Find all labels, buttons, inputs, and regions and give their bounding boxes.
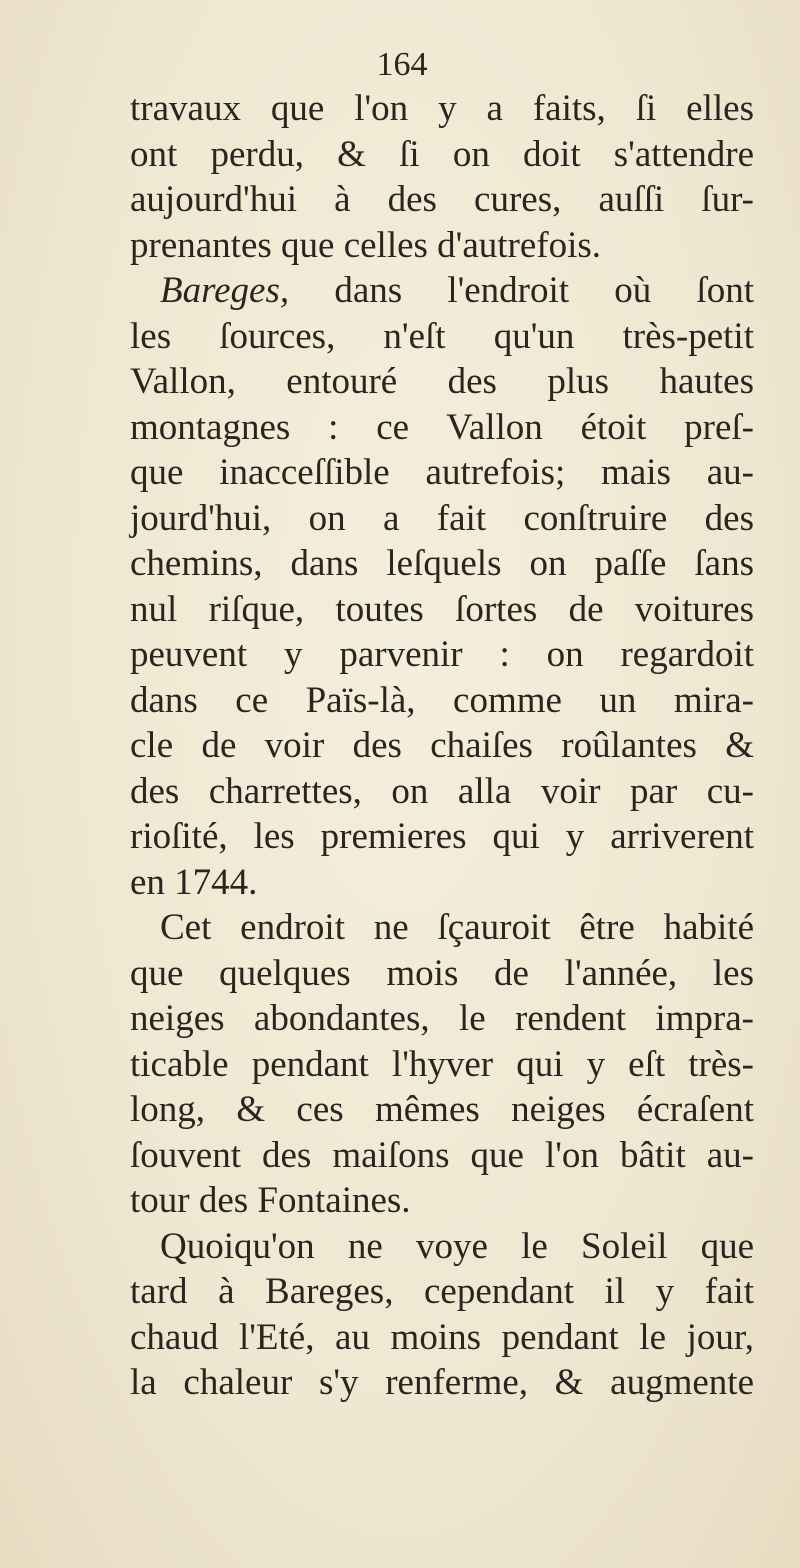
text-line: Cet endroit ne ſçauroit être habité	[160, 907, 754, 948]
text-line: dans ce Païs-là, comme un mira-	[130, 679, 754, 721]
text-line: travaux que l'on y a faits, ſi elles	[130, 88, 754, 129]
text-line: ticable pendant l'hyver qui y eſt très-	[130, 1043, 754, 1085]
text-line: nul riſque, toutes ſortes de voitures	[130, 588, 754, 630]
text-line: Vallon, entouré des plus hautes	[130, 361, 754, 402]
text-line: neiges abondantes, le rendent impra-	[130, 998, 754, 1039]
text-line: ont perdu, & ſi on doit s'attendre	[130, 133, 754, 175]
text-line: peuvent y parvenir : on regardoit	[130, 634, 754, 675]
text-line: la chaleur s'y renferme, & augmente	[130, 1362, 754, 1403]
text-line: en 1744.	[130, 861, 258, 903]
paragraph-start-line	[130, 268, 754, 314]
text-line: les ſources, n'eſt qu'un très-petit	[130, 315, 754, 357]
text-line: cle de voir des chaiſes roûlantes &	[130, 725, 754, 766]
text-line: jourd'hui, on a fait conſtruire des	[130, 497, 754, 539]
text-line: chemins, dans leſquels on paſſe ſans	[130, 543, 754, 584]
text-line: tour des Fontaines.	[130, 1180, 411, 1221]
text-line: long, & ces mêmes neiges écraſent	[130, 1089, 754, 1130]
body-text	[130, 86, 754, 1406]
text-line: rioſité, les premieres qui y arriverent	[130, 816, 754, 857]
text-line: montagnes : ce Vallon étoit preſ-	[130, 406, 754, 448]
text-line: prenantes que celles d'autrefois.	[130, 224, 602, 266]
text-line: chaud l'Eté, au moins pendant le jour,	[130, 1316, 754, 1358]
page-number: 164	[376, 46, 428, 83]
place-name-bareges: Bareges,	[160, 270, 290, 311]
text-line: que inacceſſible autrefois; mais au-	[130, 452, 754, 493]
text-line: des charrettes, on alla voir par cu-	[130, 770, 754, 812]
text-line: que quelques mois de l'année, les	[130, 952, 754, 994]
text-line: ſouvent des maiſons que l'on bâtit au-	[130, 1134, 754, 1176]
text-line: tard à Bareges, cependant il y fait	[130, 1271, 754, 1312]
text-line: Quoiqu'on ne voye le Soleil que	[160, 1225, 754, 1267]
text-line-rest: dans l'endroit où ſont	[334, 270, 754, 311]
text-line: aujourd'hui à des cures, auſſi ſur-	[130, 179, 754, 220]
